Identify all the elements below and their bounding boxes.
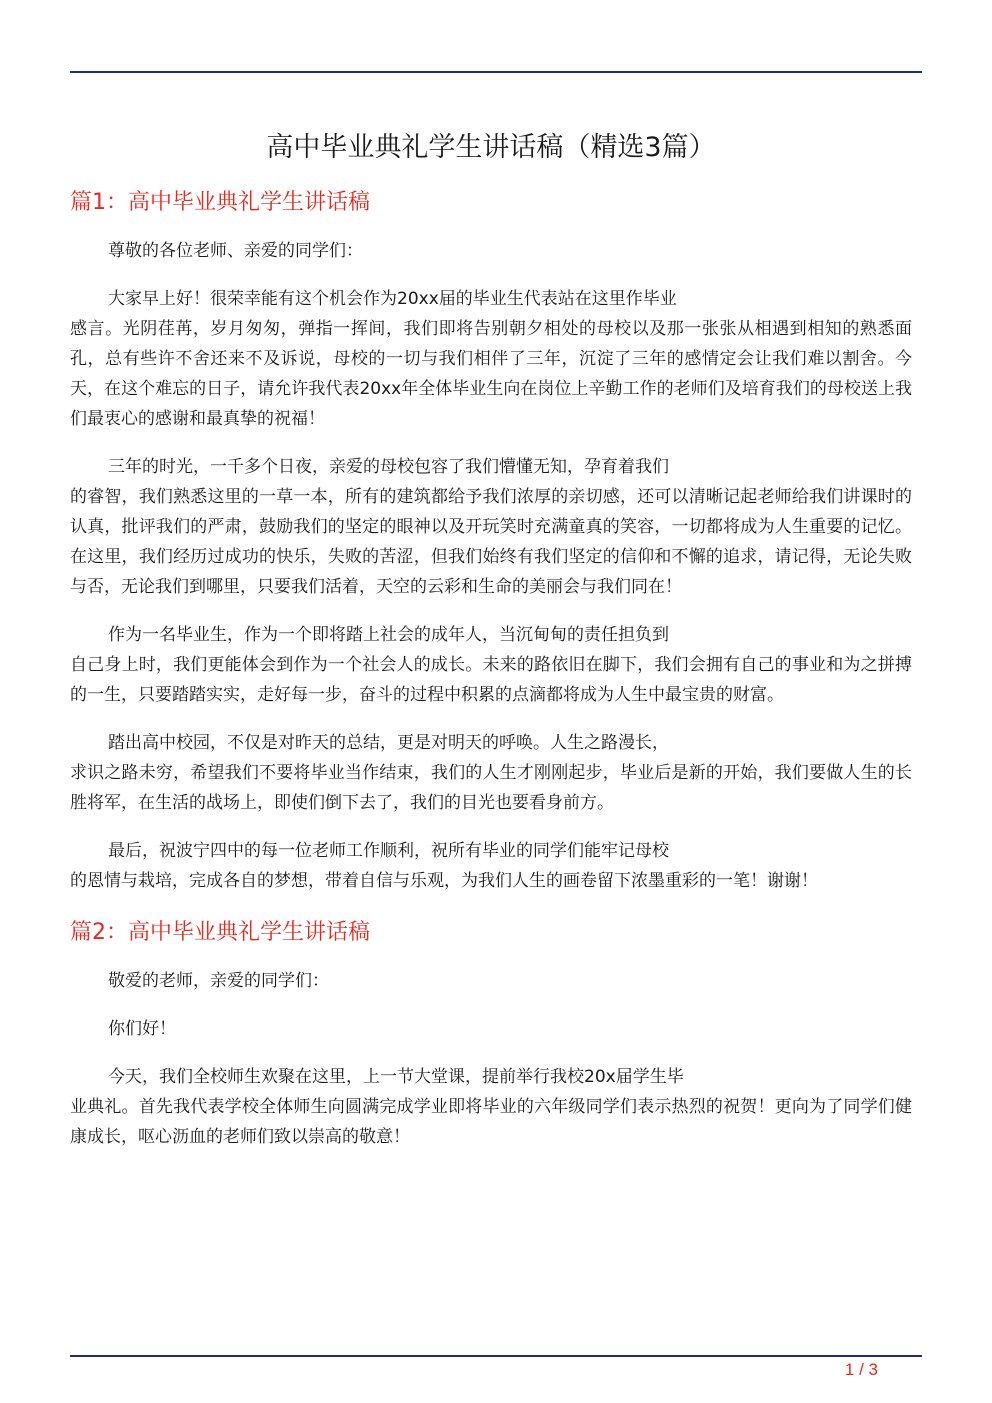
paragraph-first-line: 三年的时光，一千多个日夜，亲爱的母校包容了我们懵懂无知，孕育着我们 [108,457,669,477]
header-rule [70,71,922,73]
paragraph-first-line: 作为一名毕业生，作为一个即将踏上社会的成年人，当沉甸甸的责任担负到 [108,625,669,645]
section-1 [70,184,912,896]
paragraph [70,1014,912,1044]
paragraph [70,836,912,896]
document-title: 高中毕业典礼学生讲话稿（精选3篇） [266,132,716,163]
paragraph-first-line: 尊敬的各位老师、亲爱的同学们： [108,241,363,261]
paragraph-first-line: 踏出高中校园，不仅是对昨天的总结，更是对明天的呼唤。人生之路漫长， [108,733,669,753]
paragraph [70,236,912,266]
page-number: 1 / 3 [844,1360,878,1379]
paragraph-body: 自己身上时，我们更能体会到作为一个社会人的成长。未来的路依旧在脚下，我们会拥有自己的事业和为之拼搏的一生，只要踏踏实实，走好每一步，奋斗的过程中积累的点滴都将成为人生中最宝贵的财富。 [70,655,912,705]
paragraph [70,284,912,434]
paragraph-body: 求识之路未穷，希望我们不要将毕业当作结束，我们的人生才刚刚起步，毕业后是新的开始，我们要做人生的长胜将军，在生活的战场上，即使们倒下去了，我们的目光也要看身前方。 [70,763,912,813]
paragraph-first-line: 你们好！ [108,1019,176,1039]
paragraph-first-line: 大家早上好！很荣幸能有这个机会作为20xx届的毕业生代表站在这里作毕业 [108,289,677,309]
paragraph [70,620,912,710]
paragraph-body: 的睿智，我们熟悉这里的一草一本，所有的建筑都给予我们浓厚的亲切感，还可以清晰记起老师给我们讲课时的认真，批评我们的严肃，鼓励我们的坚定的眼神以及开玩笑时充满童真的笑容，一切都将成为人生重要的记忆。在这里，我们经历过成功的快乐，失败的苦涩，但我们始终有我们坚定的信仰和不懈的追求，请记得，无论失败与否，无论我们到哪里，只要我们活着，天空的云彩和生命的美丽会与我们同在！ [70,487,912,597]
paragraph-body: 的恩情与栽培，完成各自的梦想，带着自信与乐观，为我们人生的画卷留下浓墨重彩的一笔！谢谢！ [70,871,818,891]
paragraph [70,452,912,602]
section-2 [70,914,912,1152]
paragraph [70,728,912,818]
footer-rule [70,1355,922,1357]
section-heading: 篇1：高中毕业典礼学生讲话稿 [70,190,370,215]
paragraph-first-line: 敬爱的老师，亲爱的同学们： [108,971,329,991]
paragraph-body: 感言。光阴荏苒，岁月匆匆，弹指一挥间，我们即将告别朝夕相处的母校以及那一张张从相遇到相知的熟悉面孔，总有些许不舍还来不及诉说，母校的一切与我们相伴了三年，沉淀了三年的感情定会让我们难以割舍。今天，在这个难忘的日子，请允许我代表20xx年全体毕业生向在岗位上辛勤工作的老师们及培育我们的母校送上我们最衷心的感谢和最真挚的祝福！ [70,319,912,429]
paragraph-first-line: 今天，我们全校师生欢聚在这里，上一节大堂课，提前举行我校20x届学生毕 [108,1067,684,1087]
paragraph-body: 业典礼。首先我代表学校全体师生向圆满完成学业即将毕业的六年级同学们表示热烈的祝贺！更向为了同学们健康成长，呕心沥血的老师们致以崇高的敬意！ [70,1097,912,1147]
document-body [70,124,912,1170]
paragraph [70,1062,912,1152]
paragraph [70,966,912,996]
paragraph-first-line: 最后，祝波宁四中的每一位老师工作顺利，祝所有毕业的同学们能牢记母校 [108,841,669,861]
section-heading: 篇2：高中毕业典礼学生讲话稿 [70,920,370,945]
